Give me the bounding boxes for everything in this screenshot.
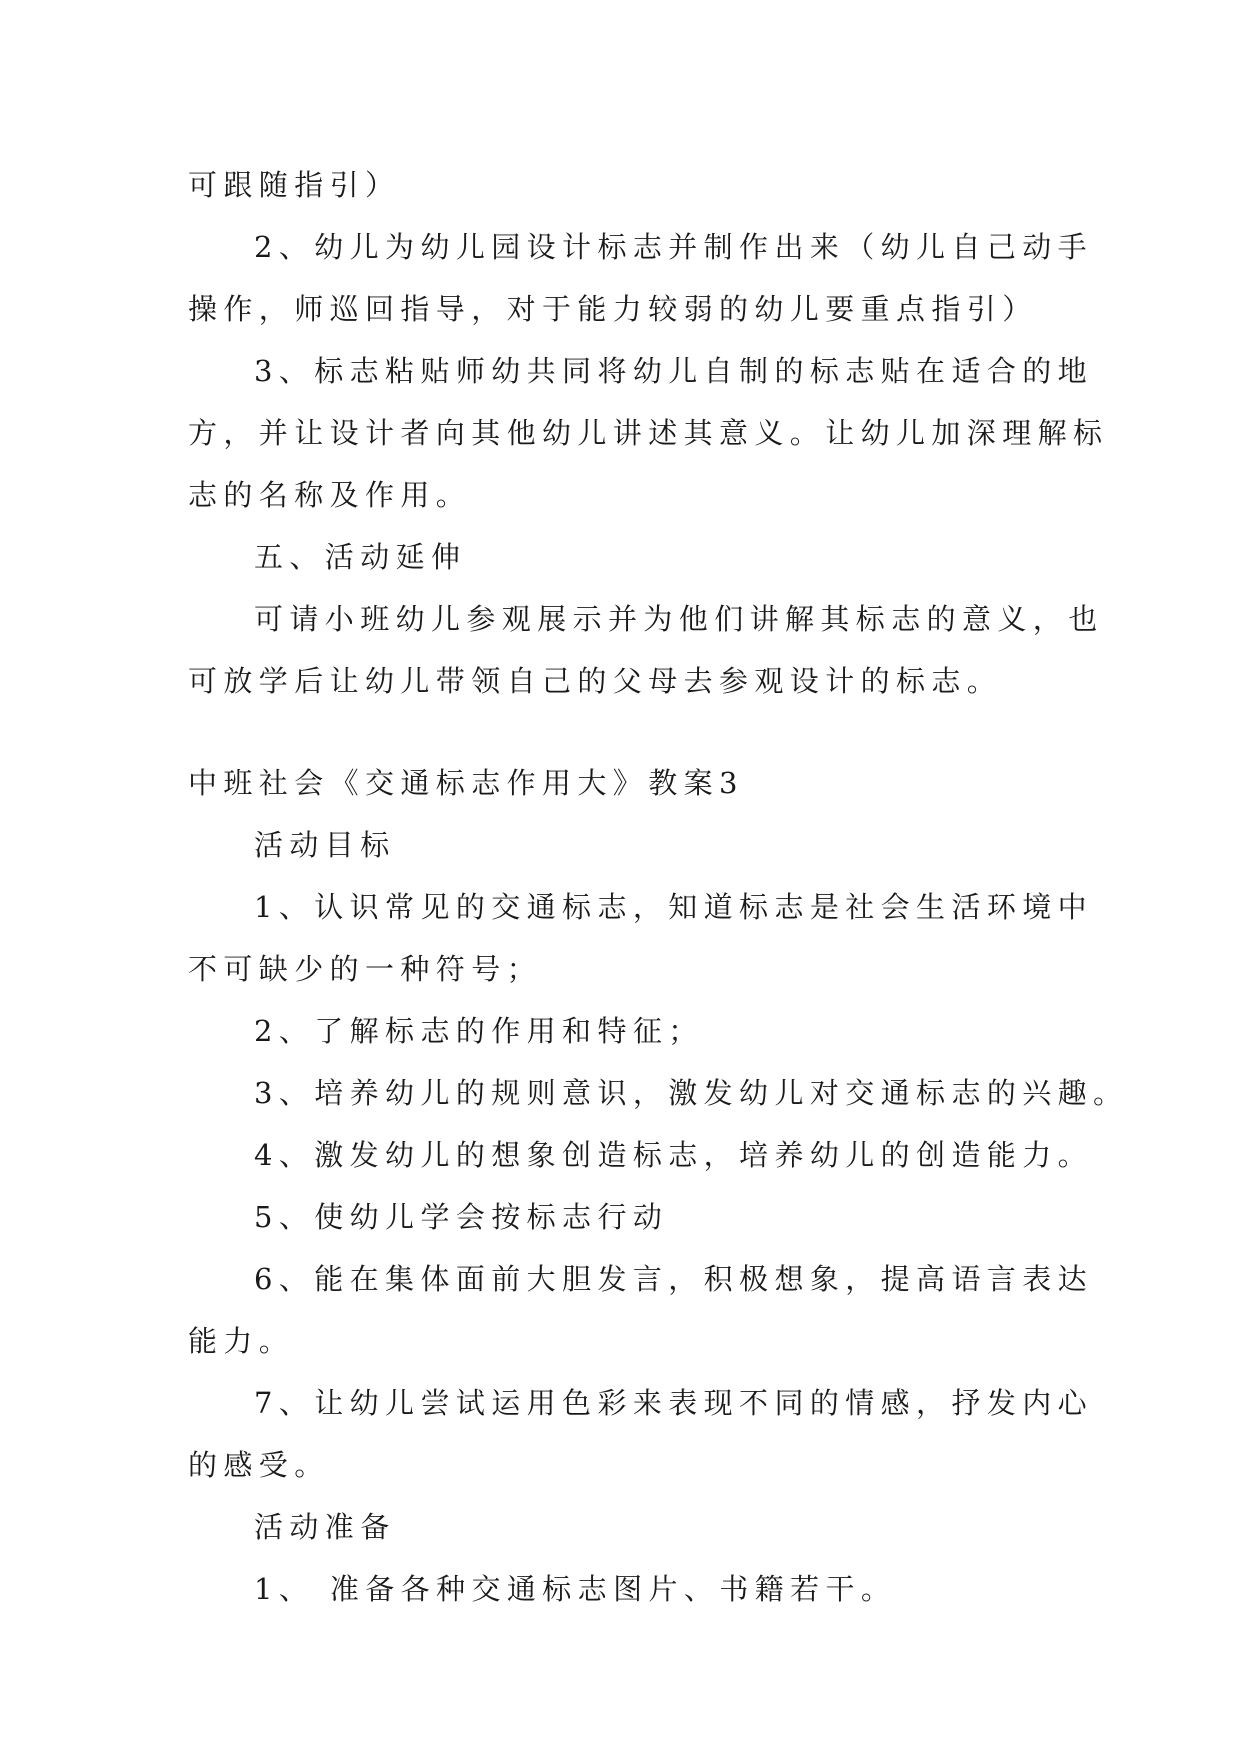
text-line: 方，并让设计者向其他幼儿讲述其意义。让幼儿加深理解标	[188, 416, 1109, 450]
text-line: 不可缺少的一种符号；	[188, 952, 543, 986]
section-heading: 活动目标	[254, 828, 396, 862]
text-line: 2、了解标志的作用和特征；	[254, 1014, 704, 1048]
text-line: 的感受。	[188, 1448, 330, 1482]
text-line: 5、使幼儿学会按标志行动	[254, 1200, 669, 1234]
text-line: 可请小班幼儿参观展示并为他们讲解其标志的意义，也	[254, 602, 1104, 636]
text-line: 能力。	[188, 1324, 295, 1358]
text-line: 可跟随指引）	[188, 168, 401, 202]
section-heading: 五、活动延伸	[254, 540, 467, 574]
document-title: 中班社会《交通标志作用大》教案3	[188, 766, 744, 800]
text-line: 7、让幼儿尝试运用色彩来表现不同的情感，抒发内心	[254, 1386, 1094, 1420]
text-line: 1、认识常见的交通标志，知道标志是社会生活环境中	[254, 890, 1094, 924]
text-line: 志的名称及作用。	[188, 478, 472, 512]
text-line: 3、培养幼儿的规则意识，激发幼儿对交通标志的兴趣。	[254, 1076, 1129, 1110]
section-heading: 活动准备	[254, 1510, 396, 1544]
text-line: 6、能在集体面前大胆发言，积极想象，提高语言表达	[254, 1262, 1094, 1296]
text-line: 4、激发幼儿的想象创造标志，培养幼儿的创造能力。	[254, 1138, 1094, 1172]
text-line: 3、标志粘贴师幼共同将幼儿自制的标志贴在适合的地	[254, 354, 1094, 388]
text-line: 2、幼儿为幼儿园设计标志并制作出来（幼儿自己动手	[254, 230, 1094, 264]
text-line: 可放学后让幼儿带领自己的父母去参观设计的标志。	[188, 664, 1003, 698]
text-line: 1、 准备各种交通标志图片、书籍若干。	[254, 1572, 897, 1606]
text-line: 操作，师巡回指导，对于能力较弱的幼儿要重点指引）	[188, 292, 1038, 326]
